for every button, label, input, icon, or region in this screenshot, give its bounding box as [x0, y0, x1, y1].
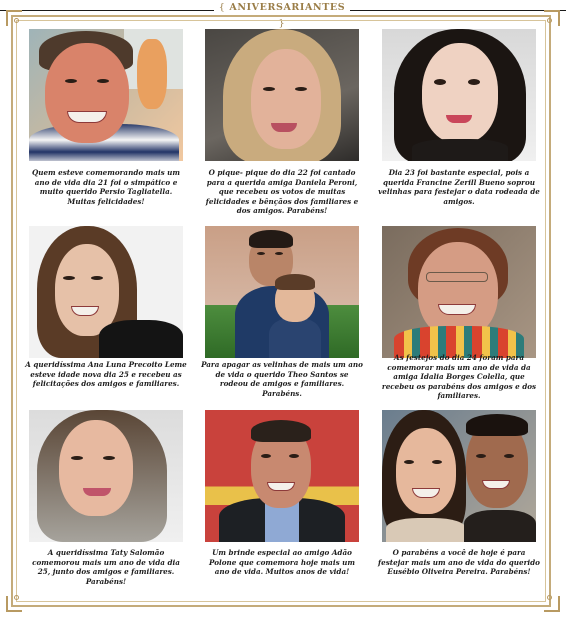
- caption-text: Quem esteve comemorando mais um ano de vida dia 21 foi o simpático e muito querido Persio Tagliatella. Muitas felicidades!: [31, 168, 181, 206]
- photo-eusebio: [382, 410, 536, 542]
- header-brace-left: {: [218, 2, 226, 13]
- photo-persio: [29, 29, 183, 161]
- photo-francine: [382, 29, 536, 161]
- corner-ornament-dot: [547, 18, 552, 23]
- corner-ornament-dot: [14, 18, 19, 23]
- caption-text: Um brinde especial ao amigo Adão Polone que comemora hoje mais um ano de vida. Muitos anos de vida!: [209, 548, 355, 577]
- header-rule-right: [350, 10, 566, 11]
- caption-text: As festejos do dia 24 foram para comemorar mais um ano de vida da amiga Idalia Borges Colella, que recebeu os parabéns dos amigos e dos familiares.: [381, 353, 537, 401]
- caption-text: A queridíssima Ana Luna Precoito Leme esteve idade nova dia 25 e recebeu as felicitações dos amigos e familiares.: [25, 360, 187, 389]
- photo-adao: [205, 410, 359, 542]
- photo-theo: [205, 226, 359, 358]
- caption-text: Para apagar as velinhas de mais um ano de vida o querido Theo Santos se rodeou de amigos e familiares. Parabéns.: [201, 360, 363, 398]
- photo-ana-luna: [29, 226, 183, 358]
- corner-ornament-top-right: [544, 10, 560, 26]
- corner-ornament-dot: [14, 595, 19, 600]
- caption-text: Dia 23 foi bastante especial, pois a querida Francine Zerill Bueno soprou velinhas para festejar o data rodeada de amigos.: [378, 168, 540, 206]
- photo-taty: [29, 410, 183, 542]
- photo-daniela: [205, 29, 359, 161]
- corner-ornament-dot: [547, 595, 552, 600]
- photo-idalia: [382, 226, 536, 358]
- section-title: ANIVERSARIANTES: [229, 2, 346, 13]
- header-brace-right: }: [278, 18, 286, 29]
- caption-text: O pique- pique do dia 22 foi cantado para a querida amiga Daniela Peroni, que recebeu os votos de muitas felicidades e bênçãos dos familiares e dos amigos. Parabéns!: [205, 168, 359, 216]
- caption-text: A queridíssima Taty Salomão comemorou mais um ano de vida dia 25, junto dos amigos e familiares. Parabéns!: [32, 548, 180, 586]
- caption-text: O parabéns a você de hoje é para festejar mais um ano de vida do querido Eusébio Oliveira Pereira. Parabéns!: [378, 548, 540, 577]
- header-rule-left: [0, 10, 214, 11]
